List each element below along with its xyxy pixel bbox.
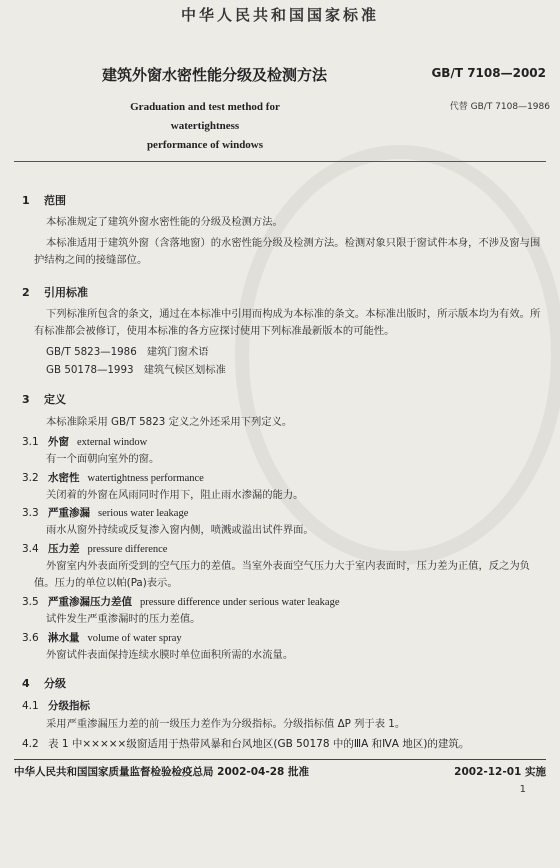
definition-number: 3.4 <box>22 543 39 555</box>
reference-item <box>46 343 209 358</box>
definition-text: 外窗试件表面保持连续水膜时单位面积所需的水流量。 <box>46 649 294 661</box>
definition-text: 试件发生严重渗漏时的压力差值。 <box>46 613 201 625</box>
issuing-body-heading: 中华人民共和国国家标准 <box>180 6 379 24</box>
definition-term-zh: 水密性 <box>48 472 80 484</box>
definition-term-zh: 淋水量 <box>48 632 80 644</box>
reference-name: 建筑气候区划标准 <box>143 364 226 376</box>
section-title: 引用标准 <box>44 286 88 299</box>
definition-term-en: pressure difference <box>87 544 168 555</box>
definition-term-en: pressure difference under serious water leakage <box>140 597 340 608</box>
definition-number: 3.6 <box>22 632 39 644</box>
scope-paragraph-2: 本标准适用于建筑外窗（含落地窗）的水密性能分级及检测方法。检测对象只限于窗试件本身，不涉及窗与围护结构之间的接缝部位。 <box>34 237 541 266</box>
definition-number: 3.5 <box>22 596 39 608</box>
replaces-note: 代替 GB/T 7108—1986 <box>449 102 550 112</box>
approval-statement: 中华人民共和国国家质量监督检验检疫总局 2002-04-28 批准 <box>14 766 309 778</box>
references-paragraph: 下列标准所包含的条文，通过在本标准中引用而构成为本标准的条文。本标准出版时，所示版本均为有效。所有标准都会被修订，使用本标准的各方应探讨使用下列标准最新版本的可能性。 <box>34 308 541 337</box>
definition-term-en: watertightness performance <box>87 473 204 484</box>
section-4-heading <box>22 675 66 691</box>
english-title-line-2: performance of windows <box>146 139 264 151</box>
reference-name: 建筑门窗术语 <box>146 346 209 358</box>
standard-number: GB/T 7108—2002 <box>431 66 546 80</box>
definition-text: 雨水从窗外持续或反复渗入窗内侧，喷溅或溢出试件界面。 <box>46 524 314 536</box>
definition-heading <box>22 434 147 449</box>
section-number: 3 <box>22 393 30 406</box>
english-title <box>100 98 310 155</box>
definition-heading <box>22 594 340 609</box>
reference-code: GB/T 5823—1986 <box>46 346 137 358</box>
english-title-line-1: Graduation and test method for watertightness <box>130 101 280 132</box>
definition-term-en: external window <box>77 437 148 448</box>
effective-date: 2002-12-01 实施 <box>454 766 546 778</box>
definition-heading <box>22 541 167 556</box>
definition-term-en: volume of water spray <box>87 633 182 644</box>
clause-number: 4.2 <box>22 738 39 750</box>
section-title: 定义 <box>44 393 66 406</box>
section-number: 1 <box>22 194 30 207</box>
definition-text: 有一个面朝向室外的窗。 <box>46 453 160 465</box>
definition-number: 3.2 <box>22 472 39 484</box>
footer-divider <box>14 759 546 760</box>
scope-paragraph-1: 本标准规定了建筑外窗水密性能的分级及检测方法。 <box>46 216 283 228</box>
definition-term-zh: 严重渗漏压力差值 <box>48 596 132 608</box>
section-title: 范围 <box>44 194 66 207</box>
clause-4-1-heading <box>22 698 98 713</box>
definition-heading <box>22 470 204 485</box>
reference-item <box>46 361 226 376</box>
section-1-heading <box>22 192 66 208</box>
definition-heading <box>22 630 182 645</box>
definition-text: 关闭着的外窗在风雨同时作用下，阻止雨水渗漏的能力。 <box>46 489 304 501</box>
clause-number: 4.1 <box>22 700 39 712</box>
clause-text: 表 1 中×××××级窗适用于热带风暴和台风地区(GB 50178 中的ⅢA 和ⅣA 地区)的建筑。 <box>48 738 470 750</box>
definition-term-en: serious water leakage <box>98 508 189 519</box>
clause-4-2 <box>22 736 469 751</box>
definition-number: 3.3 <box>22 507 39 519</box>
clause-title: 分级指标 <box>48 700 90 712</box>
definition-number: 3.1 <box>22 436 39 448</box>
page-number: 1 <box>519 784 526 795</box>
section-number: 2 <box>22 286 30 299</box>
section-title: 分级 <box>44 677 66 690</box>
document-title: 建筑外窗水密性能分级及检测方法 <box>102 66 328 84</box>
section-2-heading <box>22 284 88 300</box>
definition-heading <box>22 505 188 520</box>
section-3-heading <box>22 391 66 407</box>
header-divider <box>14 161 546 162</box>
section-number: 4 <box>22 677 30 690</box>
definition-term-zh: 外窗 <box>48 436 69 448</box>
definition-text: 外窗室内外表面所受到的空气压力的差值。当室外表面空气压力大于室内表面时，压力差为正值，反之为负值。压力的单位以帕(Pa)表示。 <box>34 560 530 589</box>
definitions-intro: 本标准除采用 GB/T 5823 定义之外还采用下列定义。 <box>46 416 293 428</box>
definition-term-zh: 压力差 <box>48 543 80 555</box>
definition-term-zh: 严重渗漏 <box>48 507 90 519</box>
clause-4-1-text: 采用严重渗漏压力差的前一级压力差作为分级指标。分级指标值 ΔP 列于表 1。 <box>46 718 406 730</box>
reference-code: GB 50178—1993 <box>46 364 134 376</box>
